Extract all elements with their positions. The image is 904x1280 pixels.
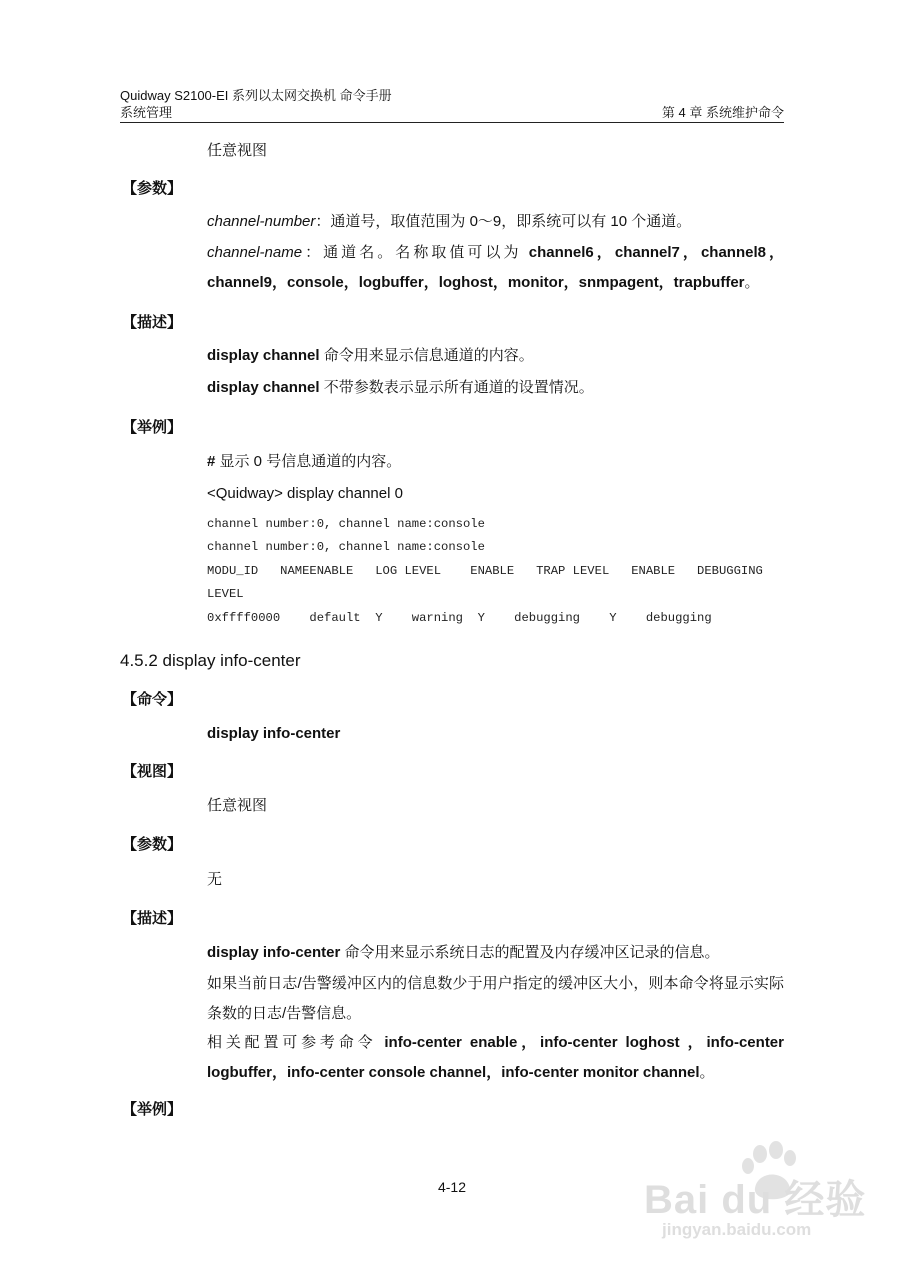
view-heading: 【视图】 [122,763,183,780]
desc-heading: 【描述】 [122,314,183,331]
desc-text: 不带参数表示显示所有通道的设置情况。 [319,379,594,396]
example-command: <Quidway> display channel 0 [207,485,403,502]
desc-end: 。 [699,1064,715,1081]
view-text: 任意视图 [207,797,268,814]
param-name: channel-number [207,213,316,230]
output-line: channel number:0, channel name:console [207,517,485,531]
command-syntax: display info-center [207,725,341,742]
output-line: MODU_ID NAMEENABLE LOG LEVEL ENABLE TRAP LEVEL ENABLE DEBUGGING [207,564,763,578]
param-channel-name [207,238,784,298]
example-title-text: 显示 0 号信息通道的内容。 [215,453,402,470]
desc-text: 命令用来显示系统日志的配置及内存缓冲区记录的信息。 [340,944,720,961]
desc-text: 命令用来显示信息通道的内容。 [319,347,534,364]
param-desc: ：通道名。名称取值可以为 [302,244,529,261]
desc-line-1 [207,346,534,366]
example-heading: 【举例】 [122,1101,183,1118]
watermark-logo-text: Bai du 经验 [644,1178,867,1222]
desc-paragraph-2: 如果当前日志/告警缓冲区内的信息数少于用户指定的缓冲区大小，则本命令将显示实际条数的日志/告警信息。 [207,975,784,1022]
param-channel-number [207,212,691,232]
output-line: LEVEL [207,587,244,601]
watermark-url: jingyan.baidu.com [662,1220,812,1239]
desc-prefix: 相关配置可参考命令 [207,1034,385,1051]
command-name: display channel [207,347,320,364]
comment-hash: # [207,453,216,470]
example-heading: 【举例】 [122,419,183,436]
header-rule [120,122,784,123]
header-doc-title: Quidway S2100-EI 系列以太网交换机 命令手册 [120,88,392,103]
header-section: 系统管理 [120,105,173,120]
desc-line-1 [207,943,720,963]
param-name: channel-name [207,244,303,261]
output-line: 0xffff0000 default Y warning Y debugging Y debugging [207,611,712,625]
example-title [207,452,401,472]
cmd-heading: 【命令】 [122,691,183,708]
desc-paragraph-3 [207,1028,784,1088]
param-desc: ：通道号，取值范围为 0～9，即系统可以有 10 个通道。 [315,213,692,230]
param-heading: 【参数】 [122,836,183,853]
param-text: 无 [207,871,223,888]
section-title: 4.5.2 display info-center [120,651,301,670]
command-name: display channel [207,379,320,396]
baidu-watermark [640,1140,867,1250]
param-heading: 【参数】 [122,180,183,197]
page-number: 4-12 [437,1179,467,1195]
param-values: channel6，channel7，channel8，channel9，console，logbuffer，loghost，monitor，snmpagent，trapbuffer [207,244,785,291]
desc-heading: 【描述】 [122,910,183,927]
view-text: 任意视图 [207,142,268,159]
desc-line-2 [207,378,594,398]
param-end: 。 [744,274,760,291]
command-name: display info-center [207,944,341,961]
related-commands: info-center enable，info-center loghost ，info-center logbuffer，info-center console channel，info-center monitor channel [207,1034,784,1081]
output-line: channel number:0, channel name:console [207,540,485,554]
header-chapter: 第 4 章 系统维护命令 [661,105,784,120]
